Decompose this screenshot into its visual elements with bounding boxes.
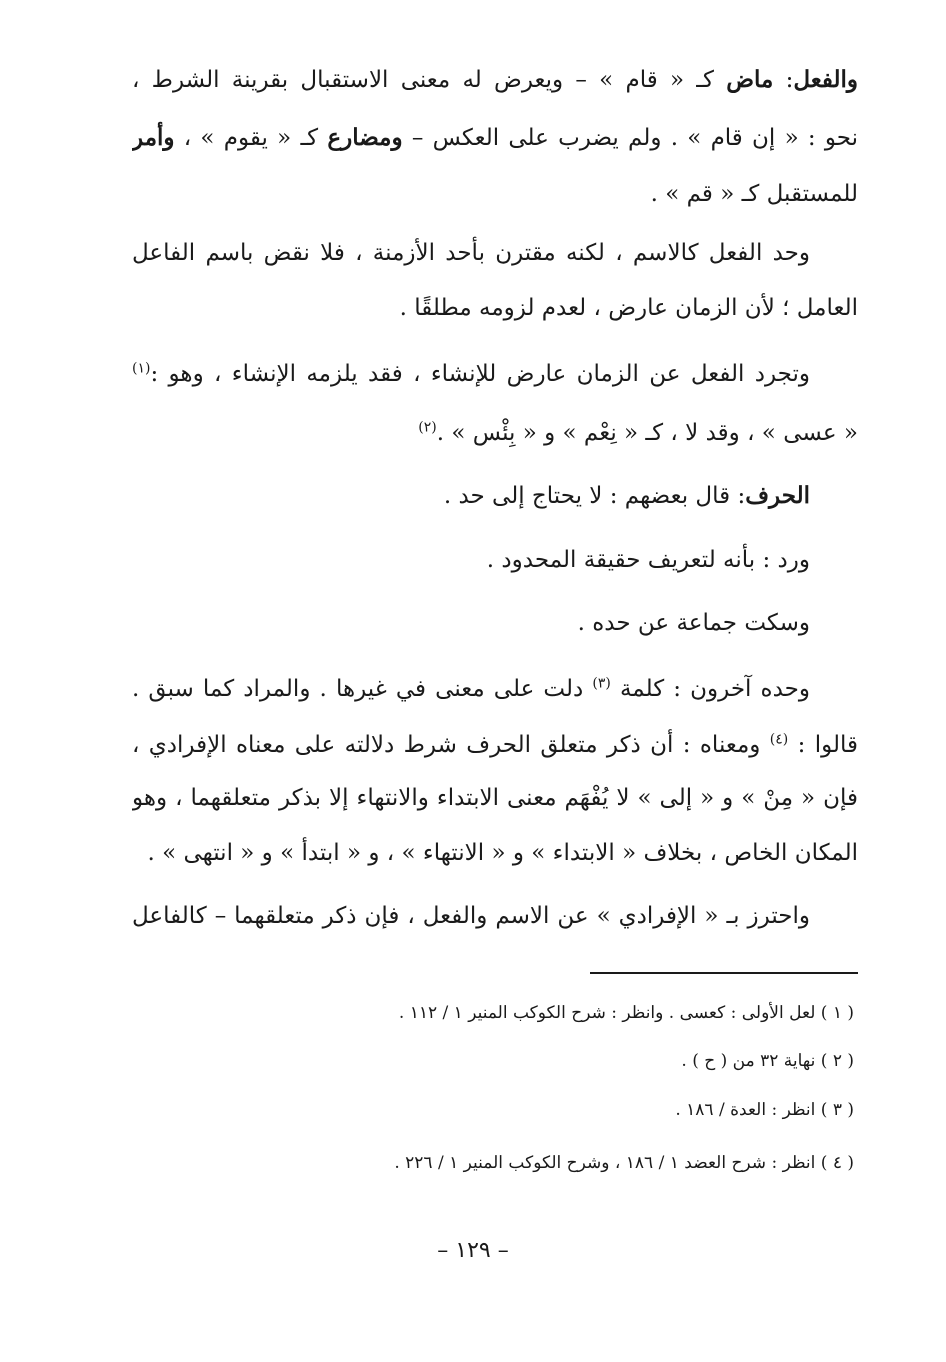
footnote: ( ١ ) لعل الأولى : كعسى . وانظر : شرح الكوكب المنير ١ / ١١٢ . [398,1003,854,1023]
footnote: ( ٤ ) انظر : شرح العضد ١ / ١٨٦ ، وشرح الكوكب المنير ١ / ٢٢٦ . [394,1153,854,1173]
text-line: قالوا : $^{(٤)}$ ومعناه : أن ذكر متعلق الحرف شرط دلالته على معناه الإفرادي ، [132,731,858,758]
term-imperative: وأمر [132,124,175,151]
text-line: للمستقبل كـ « قم » . [650,181,858,207]
text-line: ورد : بأنه لتعريف حقيقة المحدود . [486,547,810,573]
footnote: ( ٣ ) انظر : العدة / ١٨٦ . [675,1100,854,1120]
term-past: ماض [726,66,774,93]
text-line: فإن « مِنْ » و « إلى » لا يُفْهَم معنى الابتداء والانتهاء إلا بذكر متعلقهما ، وهو [132,785,858,811]
text-line: المكان الخاص ، بخلاف « الابتداء » و « الانتهاء » ، و « ابتدأ » و « انتهى » . [147,840,858,866]
term-present: ومضارع [327,124,403,151]
text-line: وسكت جماعة عن حده . [577,610,810,636]
text-line: واحترز بـ « الإفرادي » عن الاسم والفعل ، فإن ذكر متعلقهما – كالفاعل [132,903,810,929]
text-line: وتجرد الفعل عن الزمان عارض للإنشاء ، فقد يلزمه الإنشاء ، وهو :$^{(١)}$ [132,360,810,387]
footnote-ref: (٢) [418,419,437,436]
footnote-ref: (٣) [592,675,611,692]
text-line: وحد الفعل كالاسم ، لكنه مقترن بأحد الأزمنة ، فلا نقض باسم الفاعل [132,240,810,266]
text-line: والفعل: ماض كـ « قام » – ويعرض له معنى الاستقبال بقرينة الشرط ، [132,66,858,93]
footnote: ( ٢ ) نهاية ٣٢ من ( ح ) . [681,1051,854,1071]
footnote-separator [590,972,858,974]
text-line: « عسى » ، وقد لا ، كـ « نِعْم » و « بِئْس » .$^{(٢)}$ [418,419,858,446]
text-line: العامل ؛ لأن الزمان عارض ، لعدم لزومه مطلقًا . [399,295,858,321]
text-line: نحو : « إن قام » . ولم يضرب على العكس – ومضارع كـ « يقوم » ، وأمر [132,124,858,151]
term-verb: والفعل [793,66,858,93]
footnote-ref: (١) [132,360,151,377]
text-line: وحده آخرون : كلمة $^{(٣)}$ دلت على معنى في غيرها . والمراد كما سبق . [132,675,810,702]
page-number: – ١٢٩ – [437,1238,509,1263]
footnote-ref: (٤) [769,731,789,748]
term-particle: الحرف [745,482,810,509]
text-line: الحرف: قال بعضهم : لا يحتاج إلى حد . [443,482,810,509]
